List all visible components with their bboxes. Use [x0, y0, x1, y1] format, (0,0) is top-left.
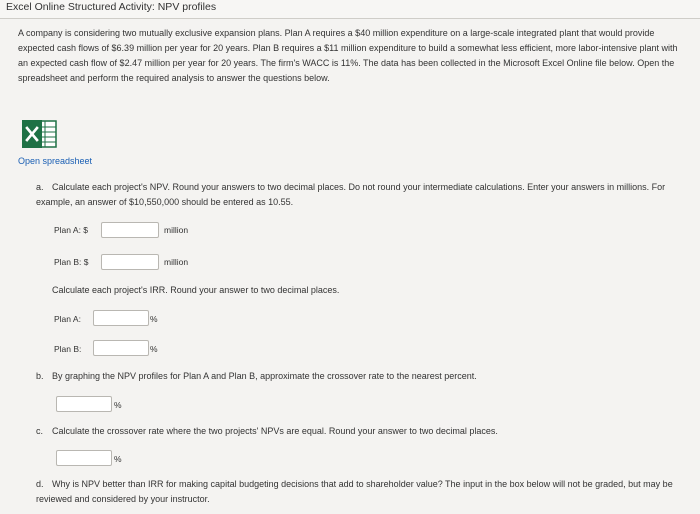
header-bar [0, 0, 700, 19]
excel-icon[interactable] [20, 118, 58, 150]
irr-plan-a-input[interactable] [93, 310, 149, 326]
irr-plan-a-unit: % [150, 314, 158, 324]
npv-plan-a-label: Plan A: $ [54, 225, 89, 235]
question-b [36, 369, 676, 384]
question-d-text: Why is NPV better than IRR for making capital budgeting decisions that add to shareholder value? The input in the box below will not be graded, but may be reviewed and considered by your instructor. [36, 479, 673, 504]
question-d-letter: d. [36, 479, 44, 489]
npv-plan-a-unit: million [164, 225, 189, 235]
irr-plan-b-unit: % [150, 344, 158, 354]
question-b-text: By graphing the NPV profiles for Plan A and Plan B, approximate the crossover rate to the nearest percent. [52, 371, 477, 381]
problem-statement: A company is considering two mutually exclusive expansion plans. Plan A requires a $40 million expenditure on a large-scale integrated plant that would provide expected cash flows of $6.39 million per year for 20 years. Plan B requires a $11 million expenditure to build a somewhat less efficient, more labor-intensive plant with an expected cash flow of $2.47 million per year for 20 years. The firm's WACC is 11%. The data has been collected in the Microsoft Excel Online file below. Open the spreadsheet and perform the required analysis to answer the questions below. [18, 28, 678, 83]
open-spreadsheet-link[interactable]: Open spreadsheet [18, 156, 93, 166]
page-title: Excel Online Structured Activity: NPV profiles [6, 1, 217, 13]
question-c-letter: c. [36, 426, 44, 436]
irr-plan-a-label: Plan A: [54, 314, 81, 324]
question-d [36, 477, 684, 507]
question-c-text: Calculate the crossover rate where the two projects' NPVs are equal. Round your answer to two decimal places. [52, 426, 498, 436]
irr-plan-b-input[interactable] [93, 340, 149, 356]
crossover-approx-unit: % [114, 400, 122, 410]
question-a-letter: a. [36, 182, 44, 192]
crossover-exact-input[interactable] [56, 450, 112, 466]
irr-plan-b-label: Plan B: [54, 344, 82, 354]
crossover-approx-input[interactable] [56, 396, 112, 412]
question-c [36, 424, 676, 439]
npv-plan-b-input[interactable] [101, 254, 159, 270]
npv-plan-b-label: Plan B: $ [54, 257, 89, 267]
question-a-text: Calculate each project's NPV. Round your answers to two decimal places. Do not round your intermediate calculations. Enter your answers in millions. For example, an answer of $10,550,000 should be entered as 10.55. [36, 182, 666, 207]
question-b-letter: b. [36, 371, 44, 381]
question-a [36, 180, 676, 210]
irr-question: Calculate each project's IRR. Round your answer to two decimal places. [52, 285, 340, 295]
crossover-exact-unit: % [114, 454, 122, 464]
npv-plan-a-input[interactable] [101, 222, 159, 238]
npv-plan-b-unit: million [164, 257, 189, 267]
